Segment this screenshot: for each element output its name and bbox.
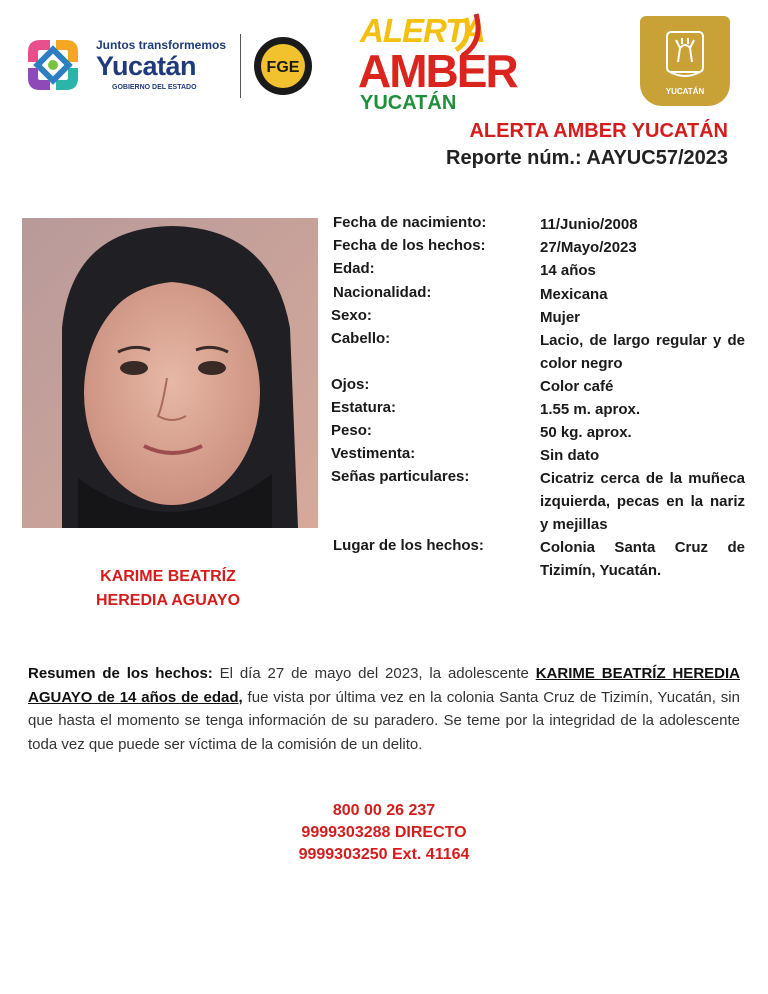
fge-seal-label: FGE <box>266 59 300 76</box>
summary-highlight: KARIME BEATRÍZ HEREDIA AGUAYO de 14 años de edad, <box>28 665 740 706</box>
shield-label: YUCATÁN <box>665 87 705 96</box>
weight-label: Peso: <box>331 422 372 439</box>
alerta-amber-logo <box>356 10 517 114</box>
missing-person-photo <box>22 218 318 528</box>
person-name-line1: KARIME BEATRÍZ <box>100 568 236 585</box>
event-date-value: 27/Mayo/2023 <box>540 239 637 256</box>
summary-text-body: fue vista por última vez en la colonia Santa Cruz de Tizimín, Yucatán, sin que hasta el momento se tenga información de su paradero. Se teme por la integridad de la adolescente toda vez que puede ser víctima de la comisión de un delito. <box>28 688 740 753</box>
sex-label: Sexo: <box>331 307 372 324</box>
clothing-label: Vestimenta: <box>331 445 416 462</box>
alert-title: ALERTA AMBER YUCATÁN <box>469 120 728 142</box>
phone-extension[interactable]: 9999303250 Ext. 41164 <box>298 846 470 863</box>
amber-logo-line3: YUCATÁN <box>360 92 457 114</box>
place-value: Colonia Santa Cruz de Tizimín, Yucatán. <box>540 539 745 579</box>
sex-value: Mujer <box>540 309 581 326</box>
summary-text-intro: El día 27 de mayo del 2023, la adolescente <box>212 665 536 682</box>
report-number: Reporte núm.: AAYUC57/2023 <box>446 147 728 169</box>
eyes-label: Ojos: <box>331 376 370 393</box>
fge-seal-icon <box>253 36 313 96</box>
deer-emblem-icon <box>640 16 730 86</box>
phone-direct[interactable]: 9999303288 DIRECTO <box>301 824 467 841</box>
height-value: 1.55 m. aprox. <box>540 401 641 418</box>
gov-logo-tagline: Juntos transformemos <box>96 38 227 52</box>
phone-hotline[interactable]: 800 00 26 237 <box>332 802 436 819</box>
yucatan-emblem-icon <box>20 32 86 98</box>
event-date-label: Fecha de los hechos: <box>333 237 486 254</box>
clothing-value: Sin dato <box>540 447 600 464</box>
birth-label: Fecha de nacimiento: <box>333 214 487 231</box>
signal-wave-icon <box>452 10 488 60</box>
age-label: Edad: <box>333 260 375 277</box>
age-value: 14 años <box>540 262 596 279</box>
logo-divider <box>240 34 241 98</box>
marks-value: Cicatriz cerca de la muñeca izquierda, pecas en la nariz y mejillas <box>540 470 745 533</box>
nationality-value: Mexicana <box>540 286 608 303</box>
gobierno-yucatan-logo <box>20 32 240 102</box>
yucatan-state-shield <box>640 16 730 106</box>
hair-label: Cabello: <box>331 330 391 347</box>
summary-label: Resumen de los hechos: <box>28 665 213 682</box>
amber-logo-line2: AMBER <box>358 45 517 97</box>
hair-value: Lacio, de largo regular y de color negro <box>540 332 745 372</box>
weight-value: 50 kg. aprox. <box>540 424 632 441</box>
amber-logo-line1: ALERTA <box>360 12 485 49</box>
marks-label: Señas particulares: <box>331 468 470 485</box>
nationality-label: Nacionalidad: <box>333 284 432 301</box>
height-label: Estatura: <box>331 399 397 416</box>
portrait-image <box>22 218 318 528</box>
gov-logo-subtitle: GOBIERNO DEL ESTADO <box>112 84 197 91</box>
person-name-line2: HEREDIA AGUAYO <box>95 592 241 609</box>
birth-value: 11/Junio/2008 <box>540 216 638 233</box>
place-label: Lugar de los hechos: <box>333 537 484 554</box>
gov-logo-name: Yucatán <box>96 51 197 81</box>
eyes-value: Color café <box>540 378 614 395</box>
summary-paragraph <box>28 662 740 756</box>
